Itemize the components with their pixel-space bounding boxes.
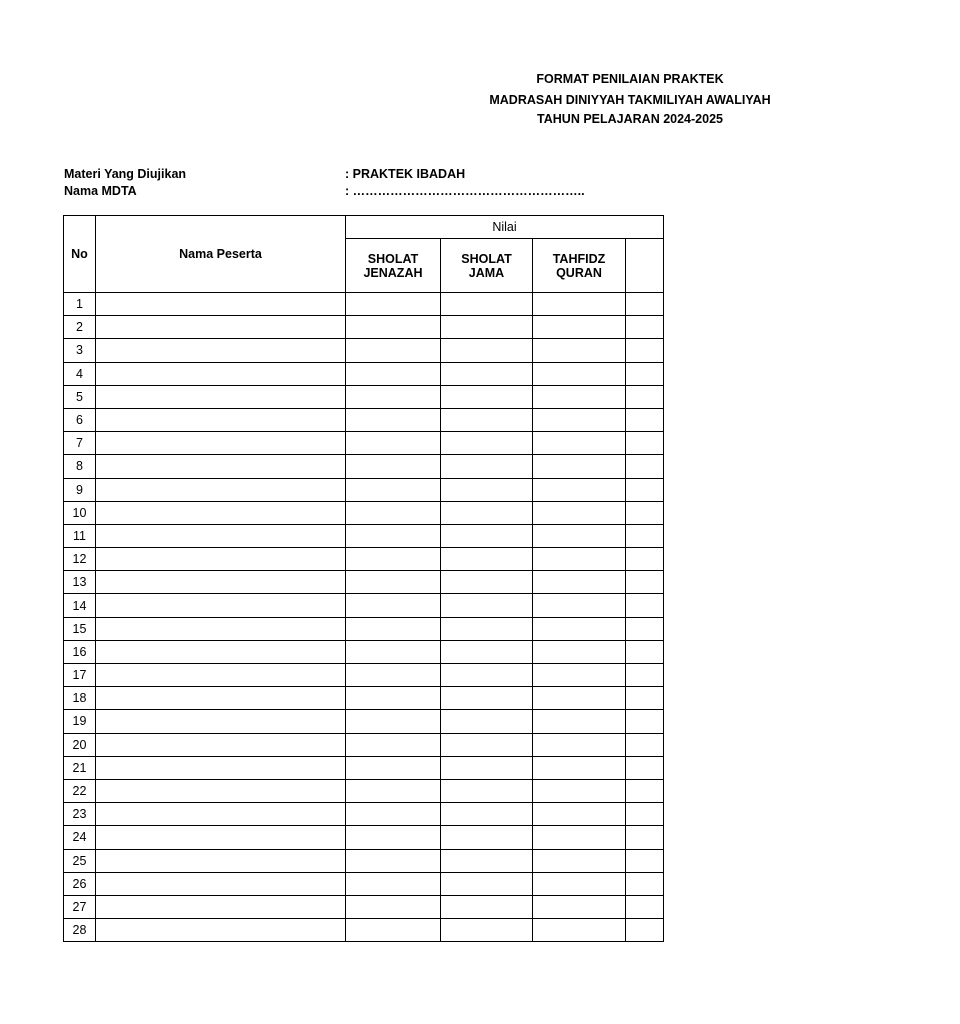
score-extra-cell[interactable] (626, 895, 664, 918)
score-extra-cell[interactable] (626, 687, 664, 710)
table-row (64, 733, 664, 756)
row-number: 6 (64, 408, 96, 431)
row-number: 9 (64, 478, 96, 501)
score-tahfidz-quran-cell[interactable] (533, 849, 626, 872)
score-tahfidz-quran-cell[interactable] (533, 385, 626, 408)
score-extra-cell[interactable] (626, 733, 664, 756)
participant-name-cell[interactable] (96, 849, 346, 872)
score-tahfidz-quran-cell[interactable] (533, 779, 626, 802)
score-tahfidz-quran-cell[interactable] (533, 919, 626, 942)
column-header-sholat-jama: SHOLAT JAMA (441, 239, 533, 293)
row-number: 16 (64, 640, 96, 663)
participant-name-cell[interactable] (96, 293, 346, 316)
score-tahfidz-quran-cell[interactable] (533, 733, 626, 756)
table-row (64, 316, 664, 339)
score-sholat-jenazah-cell[interactable] (346, 849, 441, 872)
score-sholat-jenazah-cell[interactable] (346, 826, 441, 849)
score-sholat-jenazah-cell[interactable] (346, 362, 441, 385)
participant-name-cell[interactable] (96, 594, 346, 617)
score-sholat-jama-cell[interactable] (441, 408, 533, 431)
score-tahfidz-quran-cell[interactable] (533, 316, 626, 339)
score-extra-cell[interactable] (626, 803, 664, 826)
score-tahfidz-quran-cell[interactable] (533, 571, 626, 594)
score-tahfidz-quran-cell[interactable] (533, 501, 626, 524)
score-sholat-jama-cell[interactable] (441, 339, 533, 362)
score-extra-cell[interactable] (626, 571, 664, 594)
title-block (0, 0, 771, 140)
score-tahfidz-quran-cell[interactable] (533, 339, 626, 362)
participant-name-cell[interactable] (96, 339, 346, 362)
table-row (64, 339, 664, 362)
participant-name-cell[interactable] (96, 455, 346, 478)
participant-name-cell[interactable] (96, 756, 346, 779)
score-sholat-jama-cell[interactable] (441, 316, 533, 339)
score-sholat-jenazah-cell[interactable] (346, 687, 441, 710)
score-sholat-jama-cell[interactable] (441, 733, 533, 756)
table-row (64, 895, 664, 918)
table-body (64, 293, 664, 942)
score-sholat-jenazah-cell[interactable] (346, 548, 441, 571)
participant-name-cell[interactable] (96, 408, 346, 431)
row-number: 13 (64, 571, 96, 594)
score-sholat-jama-cell[interactable] (441, 919, 533, 942)
row-number: 10 (64, 501, 96, 524)
table-row (64, 594, 664, 617)
participant-name-cell[interactable] (96, 895, 346, 918)
score-sholat-jenazah-cell[interactable] (346, 803, 441, 826)
participant-name-cell[interactable] (96, 919, 346, 942)
table-row (64, 548, 664, 571)
score-extra-cell[interactable] (626, 432, 664, 455)
score-sholat-jenazah-cell[interactable] (346, 408, 441, 431)
score-extra-cell[interactable] (626, 664, 664, 687)
score-sholat-jama-cell[interactable] (441, 710, 533, 733)
participant-name-cell[interactable] (96, 524, 346, 547)
row-number: 7 (64, 432, 96, 455)
column-header-no: No (64, 216, 96, 293)
score-extra-cell[interactable] (626, 362, 664, 385)
table-row (64, 919, 664, 942)
participant-name-cell[interactable] (96, 803, 346, 826)
row-number: 17 (64, 664, 96, 687)
score-sholat-jenazah-cell[interactable] (346, 339, 441, 362)
score-sholat-jenazah-cell[interactable] (346, 478, 441, 501)
score-extra-cell[interactable] (626, 548, 664, 571)
score-sholat-jama-cell[interactable] (441, 524, 533, 547)
score-sholat-jama-cell[interactable] (441, 501, 533, 524)
participant-name-cell[interactable] (96, 362, 346, 385)
row-number: 20 (64, 733, 96, 756)
score-extra-cell[interactable] (626, 710, 664, 733)
table-row (64, 571, 664, 594)
table-row (64, 408, 664, 431)
column-header-nama: Nama Peserta (96, 216, 346, 293)
row-number: 11 (64, 524, 96, 547)
row-number: 5 (64, 385, 96, 408)
score-tahfidz-quran-cell[interactable] (533, 640, 626, 663)
table-row (64, 872, 664, 895)
academic-year: TAHUN PELAJARAN 2024-2025 (537, 112, 723, 126)
participant-name-cell[interactable] (96, 733, 346, 756)
score-extra-cell[interactable] (626, 872, 664, 895)
table-row (64, 501, 664, 524)
table-row (64, 617, 664, 640)
row-number: 4 (64, 362, 96, 385)
score-sholat-jama-cell[interactable] (441, 362, 533, 385)
row-number: 12 (64, 548, 96, 571)
table-row (64, 432, 664, 455)
score-extra-cell[interactable] (626, 849, 664, 872)
participant-name-cell[interactable] (96, 385, 346, 408)
score-tahfidz-quran-cell[interactable] (533, 293, 626, 316)
score-tahfidz-quran-cell[interactable] (533, 408, 626, 431)
score-sholat-jenazah-cell[interactable] (346, 316, 441, 339)
materi-label: Materi Yang Diujikan (64, 167, 187, 181)
score-extra-cell[interactable] (626, 826, 664, 849)
score-sholat-jenazah-cell[interactable] (346, 571, 441, 594)
score-extra-cell[interactable] (626, 594, 664, 617)
score-sholat-jama-cell[interactable] (441, 803, 533, 826)
table-row (64, 455, 664, 478)
row-number: 15 (64, 617, 96, 640)
table-row (64, 710, 664, 733)
score-extra-cell[interactable] (626, 293, 664, 316)
score-extra-cell[interactable] (626, 339, 664, 362)
score-tahfidz-quran-cell[interactable] (533, 687, 626, 710)
table-row (64, 849, 664, 872)
score-extra-cell[interactable] (626, 640, 664, 663)
participant-name-cell[interactable] (96, 617, 346, 640)
table-row (64, 478, 664, 501)
row-number: 18 (64, 687, 96, 710)
participant-name-cell[interactable] (96, 872, 346, 895)
participant-name-cell[interactable] (96, 640, 346, 663)
score-tahfidz-quran-cell[interactable] (533, 455, 626, 478)
score-sholat-jama-cell[interactable] (441, 594, 533, 617)
table-row (64, 687, 664, 710)
score-tahfidz-quran-cell[interactable] (533, 548, 626, 571)
score-tahfidz-quran-cell[interactable] (533, 478, 626, 501)
score-sholat-jenazah-cell[interactable] (346, 501, 441, 524)
score-sholat-jama-cell[interactable] (441, 617, 533, 640)
table-row (64, 293, 664, 316)
score-extra-cell[interactable] (626, 779, 664, 802)
score-sholat-jama-cell[interactable] (441, 548, 533, 571)
score-sholat-jenazah-cell[interactable] (346, 524, 441, 547)
column-group-nilai: Nilai (346, 216, 664, 239)
score-extra-cell[interactable] (626, 385, 664, 408)
score-tahfidz-quran-cell[interactable] (533, 362, 626, 385)
score-sholat-jenazah-cell[interactable] (346, 385, 441, 408)
score-tahfidz-quran-cell[interactable] (533, 826, 626, 849)
score-sholat-jama-cell[interactable] (441, 478, 533, 501)
row-number: 27 (64, 895, 96, 918)
score-sholat-jenazah-cell[interactable] (346, 455, 441, 478)
score-sholat-jenazah-cell[interactable] (346, 432, 441, 455)
score-tahfidz-quran-cell[interactable] (533, 710, 626, 733)
row-number: 3 (64, 339, 96, 362)
score-sholat-jama-cell[interactable] (441, 849, 533, 872)
score-extra-cell[interactable] (626, 919, 664, 942)
row-number: 8 (64, 455, 96, 478)
row-number: 23 (64, 803, 96, 826)
score-extra-cell[interactable] (626, 316, 664, 339)
score-extra-cell[interactable] (626, 408, 664, 431)
score-sholat-jenazah-cell[interactable] (346, 895, 441, 918)
row-number: 25 (64, 849, 96, 872)
participant-name-cell[interactable] (96, 316, 346, 339)
score-sholat-jama-cell[interactable] (441, 664, 533, 687)
score-tahfidz-quran-cell[interactable] (533, 524, 626, 547)
score-tahfidz-quran-cell[interactable] (533, 664, 626, 687)
score-tahfidz-quran-cell[interactable] (533, 895, 626, 918)
score-sholat-jama-cell[interactable] (441, 385, 533, 408)
row-number: 21 (64, 756, 96, 779)
score-sholat-jenazah-cell[interactable] (346, 293, 441, 316)
score-tahfidz-quran-cell[interactable] (533, 756, 626, 779)
table-row (64, 524, 664, 547)
score-sholat-jama-cell[interactable] (441, 293, 533, 316)
participant-name-cell[interactable] (96, 432, 346, 455)
row-number: 22 (64, 779, 96, 802)
table-row (64, 779, 664, 802)
mdta-value: : ……………………………………………….. (345, 184, 585, 198)
score-sholat-jama-cell[interactable] (441, 895, 533, 918)
participant-name-cell[interactable] (96, 548, 346, 571)
score-sholat-jama-cell[interactable] (441, 455, 533, 478)
score-sholat-jama-cell[interactable] (441, 872, 533, 895)
participant-name-cell[interactable] (96, 687, 346, 710)
row-number: 2 (64, 316, 96, 339)
table-row (64, 385, 664, 408)
score-tahfidz-quran-cell[interactable] (533, 594, 626, 617)
score-sholat-jenazah-cell[interactable] (346, 779, 441, 802)
score-extra-cell[interactable] (626, 501, 664, 524)
score-extra-cell[interactable] (626, 756, 664, 779)
table-row (64, 803, 664, 826)
score-sholat-jenazah-cell[interactable] (346, 919, 441, 942)
score-sholat-jama-cell[interactable] (441, 640, 533, 663)
participant-name-cell[interactable] (96, 710, 346, 733)
score-sholat-jama-cell[interactable] (441, 756, 533, 779)
score-sholat-jenazah-cell[interactable] (346, 664, 441, 687)
score-sholat-jenazah-cell[interactable] (346, 640, 441, 663)
participant-name-cell[interactable] (96, 664, 346, 687)
table-row (64, 756, 664, 779)
score-extra-cell[interactable] (626, 524, 664, 547)
score-sholat-jenazah-cell[interactable] (346, 756, 441, 779)
participant-name-cell[interactable] (96, 826, 346, 849)
column-header-sholat-jenazah: SHOLAT JENAZAH (346, 239, 441, 293)
column-header-extra (626, 239, 664, 293)
score-tahfidz-quran-cell[interactable] (533, 872, 626, 895)
table-row (64, 640, 664, 663)
table-row (64, 826, 664, 849)
participant-name-cell[interactable] (96, 478, 346, 501)
score-sholat-jenazah-cell[interactable] (346, 733, 441, 756)
mdta-label: Nama MDTA (64, 184, 137, 198)
row-number: 28 (64, 919, 96, 942)
score-sholat-jenazah-cell[interactable] (346, 872, 441, 895)
score-sholat-jenazah-cell[interactable] (346, 617, 441, 640)
score-tahfidz-quran-cell[interactable] (533, 617, 626, 640)
row-number: 1 (64, 293, 96, 316)
score-extra-cell[interactable] (626, 617, 664, 640)
score-extra-cell[interactable] (626, 455, 664, 478)
row-number: 26 (64, 872, 96, 895)
row-number: 19 (64, 710, 96, 733)
score-sholat-jama-cell[interactable] (441, 571, 533, 594)
score-sholat-jama-cell[interactable] (441, 779, 533, 802)
row-number: 24 (64, 826, 96, 849)
participant-name-cell[interactable] (96, 501, 346, 524)
score-sholat-jenazah-cell[interactable] (346, 594, 441, 617)
participant-name-cell[interactable] (96, 571, 346, 594)
document-title: FORMAT PENILAIAN PRAKTEK (536, 72, 724, 86)
score-extra-cell[interactable] (626, 478, 664, 501)
table-row (64, 664, 664, 687)
materi-value: : PRAKTEK IBADAH (345, 167, 466, 181)
institution-name: MADRASAH DINIYYAH TAKMILIYAH AWALIYAH (489, 93, 771, 107)
participant-name-cell[interactable] (96, 779, 346, 802)
score-tahfidz-quran-cell[interactable] (533, 432, 626, 455)
score-sholat-jenazah-cell[interactable] (346, 710, 441, 733)
column-header-tahfidz-quran: TAHFIDZ QURAN (533, 239, 626, 293)
score-tahfidz-quran-cell[interactable] (533, 803, 626, 826)
assessment-table (63, 215, 626, 946)
row-number: 14 (64, 594, 96, 617)
score-sholat-jama-cell[interactable] (441, 687, 533, 710)
table-row (64, 362, 664, 385)
score-sholat-jama-cell[interactable] (441, 826, 533, 849)
score-sholat-jama-cell[interactable] (441, 432, 533, 455)
